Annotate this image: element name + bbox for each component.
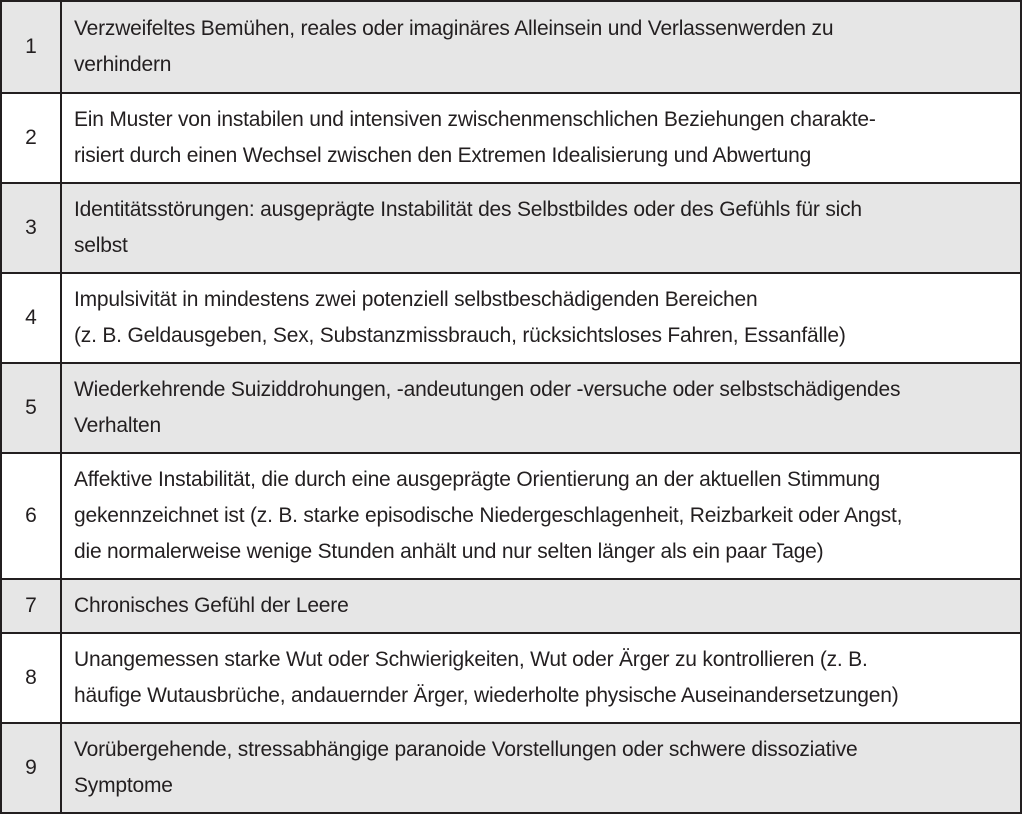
text-line: die normalerweise wenige Stunden anhält und nur selten länger als ein paar Tage) [74,540,824,563]
text-line: risiert durch einen Wechsel zwischen den Extremen Idealisierung und Abwertung [74,144,812,167]
table-row [1,579,1021,633]
row-number: 9 [1,723,61,813]
table-row [1,453,1021,579]
text-line: Verzweifeltes Bemühen, reales oder imaginäres Alleinsein und Verlassenwerden zu [74,17,834,40]
text-line: Verhalten [74,414,161,437]
table-row [1,93,1021,183]
table-row [1,723,1021,813]
row-number: 5 [1,363,61,453]
table-row [1,1,1021,93]
text-line: Wiederkehrende Suiziddrohungen, -andeutungen oder -versuche oder selbstschädigendes [74,378,901,401]
row-number: 6 [1,453,61,579]
criteria-table-body [1,1,1021,813]
row-text [61,273,1021,363]
text-line: Unangemessen starke Wut oder Schwierigkeiten, Wut oder Ärger zu kontrollieren (z. B. [74,648,868,671]
table-row [1,633,1021,723]
row-text [61,363,1021,453]
row-number: 3 [1,183,61,273]
row-text [61,1,1021,93]
row-text [61,93,1021,183]
text-line: häufige Wutausbrüche, andauernder Ärger, wiederholte physische Auseinandersetzungen) [74,684,899,707]
row-text [61,183,1021,273]
text-line: gekennzeichnet ist (z. B. starke episodische Niedergeschlagenheit, Reizbarkeit oder Angst, [74,504,903,527]
row-number: 4 [1,273,61,363]
row-text [61,579,1021,633]
row-text [61,723,1021,813]
text-line: Ein Muster von instabilen und intensiven zwischenmenschlichen Beziehungen charakte- [74,108,876,131]
row-number: 8 [1,633,61,723]
table-row [1,183,1021,273]
text-line: Chronisches Gefühl der Leere [74,594,349,617]
row-number: 7 [1,579,61,633]
row-text [61,453,1021,579]
row-text [61,633,1021,723]
text-line: selbst [74,234,128,257]
text-line: Symptome [74,774,173,797]
text-line: Affektive Instabilität, die durch eine ausgeprägte Orientierung an der aktuellen Stimmung [74,468,880,491]
row-number: 2 [1,93,61,183]
row-number: 1 [1,1,61,93]
text-line: Identitätsstörungen: ausgeprägte Instabilität des Selbstbildes oder des Gefühls für sich [74,198,862,221]
text-line: (z. B. Geldausgeben, Sex, Substanzmissbrauch, rücksichtsloses Fahren, Essanfälle) [74,324,846,347]
text-line: verhindern [74,53,172,76]
text-line: Impulsivität in mindestens zwei potenziell selbstbeschädigenden Bereichen [74,288,758,311]
table-row [1,363,1021,453]
table-row [1,273,1021,363]
text-line: Vorübergehende, stressabhängige paranoide Vorstellungen oder schwere dissoziative [74,738,858,761]
